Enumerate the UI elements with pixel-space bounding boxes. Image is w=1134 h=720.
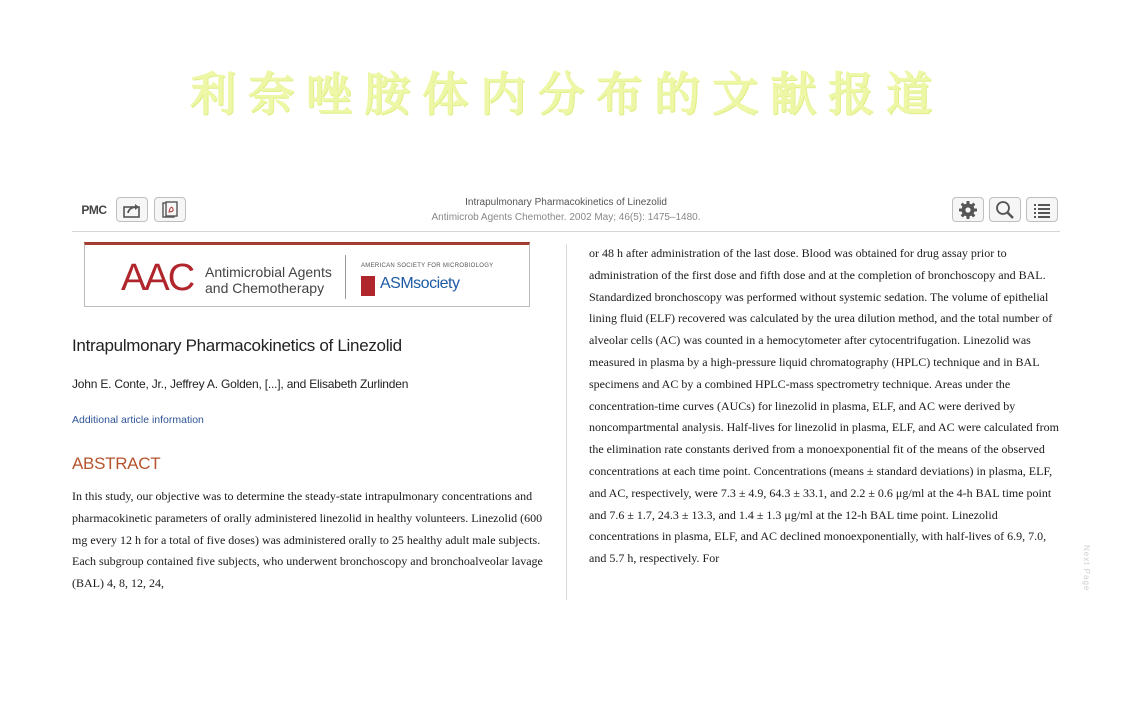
society-full-name: AMERICAN SOCIETY FOR MICROBIOLOGY bbox=[361, 263, 494, 269]
journal-name-line2: and Chemotherapy bbox=[205, 280, 325, 296]
additional-info-link[interactable]: Additional article information bbox=[72, 414, 204, 426]
search-icon bbox=[994, 200, 1016, 220]
journal-abbrev: AAC bbox=[121, 257, 194, 299]
toolbar-article-info bbox=[72, 197, 1060, 223]
abstract-heading: ABSTRACT bbox=[72, 454, 161, 473]
toolbar-right-group bbox=[952, 197, 1058, 222]
slide-title-banner: 利奈唑胺体内分布的文献报道 bbox=[190, 67, 944, 121]
journal-name bbox=[205, 264, 332, 296]
article-authors[interactable]: John E. Conte, Jr., Jeffrey A. Golden, [...], and Elisabeth Zurlinden bbox=[72, 377, 409, 391]
gear-icon bbox=[958, 200, 978, 220]
journal-name-line1: Antimicrobial Agents bbox=[205, 264, 332, 280]
reader-toolbar bbox=[72, 193, 1060, 232]
right-column bbox=[589, 243, 1061, 570]
society-name: ASMsociety bbox=[380, 275, 460, 292]
journal-divider bbox=[345, 255, 346, 299]
list-icon bbox=[1032, 202, 1052, 218]
journal-banner[interactable] bbox=[84, 242, 530, 307]
next-page-link[interactable]: Next Page bbox=[1082, 545, 1091, 592]
abstract-text-left bbox=[72, 486, 544, 595]
contents-list-button[interactable] bbox=[1026, 197, 1058, 222]
abstract-paragraph-left: In this study, our objective was to determine the steady-state intrapulmonary concentrations and pharmacokinetic parameters of orally administered linezolid in healthy volunteers. Linezolid (600 mg every 12 h for a total of five doses) was administered orally to 25 healthy adult male subjects. Each subgroup contained five subjects, who underwent bronchoscopy and bronchoalveolar lavage (BAL) 4, 8, 12, 24, bbox=[72, 489, 543, 591]
toolbar-article-title: Intrapulmonary Pharmacokinetics of Linezolid bbox=[465, 197, 667, 208]
toolbar-citation: Antimicrob Agents Chemother. 2002 May; 46(5): 1475–1480. bbox=[431, 212, 701, 223]
asm-logo-mark bbox=[361, 276, 375, 296]
search-button[interactable] bbox=[989, 197, 1021, 222]
column-divider bbox=[566, 244, 567, 600]
abstract-paragraph-right: or 48 h after administration of the last dose. Blood was obtained for drug assay prior to administration of the first dose and fifth dose and at the completion of bronchoscopy and BAL. Standardized bronchoscopy was performed without systemic sedation. The volume of epithelial lining fluid (ELF) recovered was calculated by the urea dilution method, and the total number of alveolar cells (AC) was counted in a hemocytometer after cytocentrifugation. Linezolid was measured in plasma by a high-pressure liquid chromatography (HPLC) technique and in BAL specimens and AC by a combined HPLC-mass spectrometry technique. Areas under the concentration-time curves (AUCs) for linezolid in plasma, ELF, and AC were derived by noncompartmental analysis. Half-lives for linezolid in plasma, ELF, and AC were calculated from the elimination rate constants derived from a monoexponential fit of the means of the observed concentrations at each time point. Concentrations (means ± standard deviations) in plasma, ELF, and AC, respectively, were 7.3 ± 4.9, 64.3 ± 33.1, and 2.2 ± 0.6 μg/ml at the 4-h BAL time point and 7.6 ± 1.7, 24.3 ± 13.3, and 1.4 ± 1.3 μg/ml at the 12-h BAL time point. Linezolid concentrations in plasma, ELF, and AC declined monoexponentially, with half-lives of 6.9, 7.0, and 5.7 h, respectively. For bbox=[589, 246, 1059, 566]
article-title: Intrapulmonary Pharmacokinetics of Linezolid bbox=[72, 336, 402, 355]
pmc-logo[interactable]: PMC bbox=[81, 202, 107, 217]
settings-button[interactable] bbox=[952, 197, 984, 222]
